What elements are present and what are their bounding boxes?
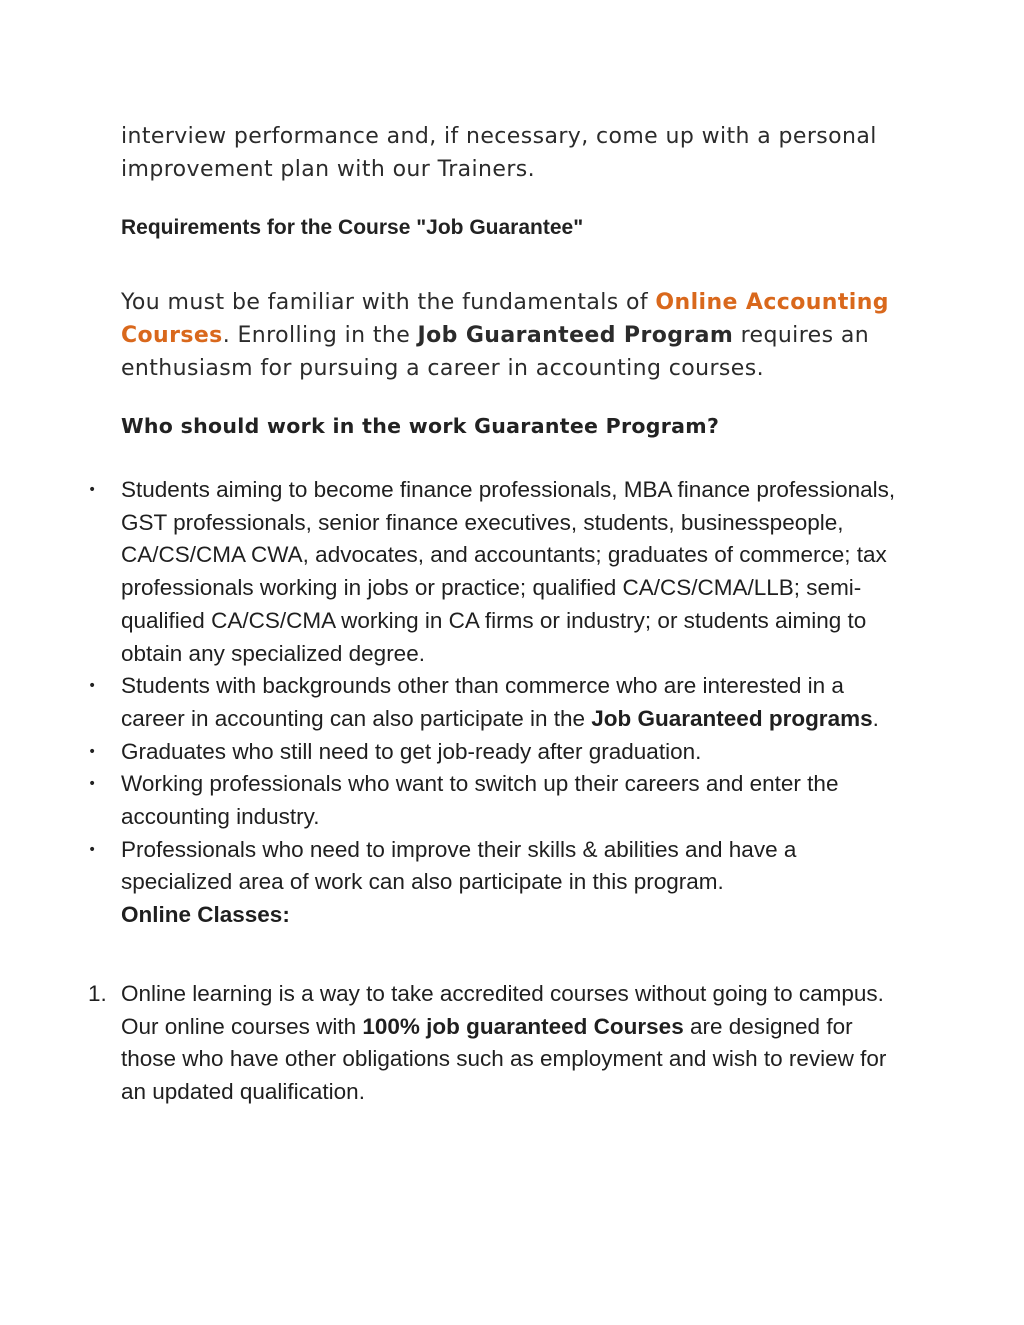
list-item bbox=[88, 834, 911, 932]
online-classes-list bbox=[88, 978, 911, 1109]
requirements-text-3: requires an enthusiasm for pursuing a career in accounting courses. bbox=[121, 323, 870, 381]
requirements-text-2: . Enrolling in the bbox=[222, 323, 418, 348]
list-item-text: Online learning is a way to take accredited courses without going to campus. Our online courses with bbox=[121, 980, 884, 1039]
who-bullet-list bbox=[88, 474, 911, 932]
list-item bbox=[88, 736, 911, 769]
list-item-text: Professionals who need to improve their skills & abilities and have a specialized area of work can also participate in this program. bbox=[121, 836, 797, 895]
bullet-icon: • bbox=[88, 776, 97, 793]
list-item-tail: . bbox=[872, 705, 879, 731]
bullet-icon: • bbox=[88, 841, 97, 858]
list-item bbox=[88, 768, 911, 833]
list-item-text: Students with backgrounds other than commerce who are interested in a career in accounting can also participate in the bbox=[121, 673, 844, 731]
online-classes-heading: Online Classes: bbox=[121, 902, 290, 928]
document-page bbox=[88, 118, 911, 1109]
list-item bbox=[88, 670, 911, 735]
list-number: 1. bbox=[88, 980, 107, 1006]
list-item-text: Students aiming to become finance professionals, MBA finance professionals, GST professionals, senior finance executives, students, businesspeople, CA/CS/CMA CWA, advocates, and accountants; graduates of commerce; tax professionals working in jobs or practice; qualified CA/CS/CMA/LLB; semi-qualified CA/CS/CMA working in CA firms or industry; or students aiming to obtain any specialized degree. bbox=[121, 477, 896, 666]
requirements-paragraph bbox=[121, 286, 911, 385]
bullet-icon: • bbox=[88, 482, 97, 498]
job-guaranteed-courses-bold: 100% job guaranteed Courses bbox=[362, 1013, 684, 1039]
requirements-text-1: You must be familiar with the fundamentals of bbox=[121, 290, 656, 315]
bullet-icon: • bbox=[88, 743, 97, 760]
who-should-work-heading: Who should work in the work Guarantee Program? bbox=[121, 414, 720, 438]
list-item-text: Graduates who still need to get job-ready after graduation. bbox=[121, 738, 702, 764]
intro-paragraph: interview performance and, if necessary, come up with a personal improvement plan with our Trainers. bbox=[121, 124, 877, 182]
job-guaranteed-programs-bold: Job Guaranteed programs bbox=[591, 705, 873, 731]
requirements-heading: Requirements for the Course "Job Guarantee" bbox=[121, 216, 584, 239]
list-item bbox=[88, 978, 911, 1109]
list-item-text-2: are designed for those who have other obligations such as employment and wish to review for an updated qualification. bbox=[121, 1013, 887, 1104]
online-accounting-courses-link[interactable]: Online Accounting Courses bbox=[121, 290, 889, 348]
list-item bbox=[88, 474, 911, 670]
job-guaranteed-program-bold: Job Guaranteed Program bbox=[417, 323, 734, 348]
list-item-text: Working professionals who want to switch up their careers and enter the accounting industry. bbox=[121, 771, 839, 830]
bullet-icon: • bbox=[88, 678, 97, 695]
